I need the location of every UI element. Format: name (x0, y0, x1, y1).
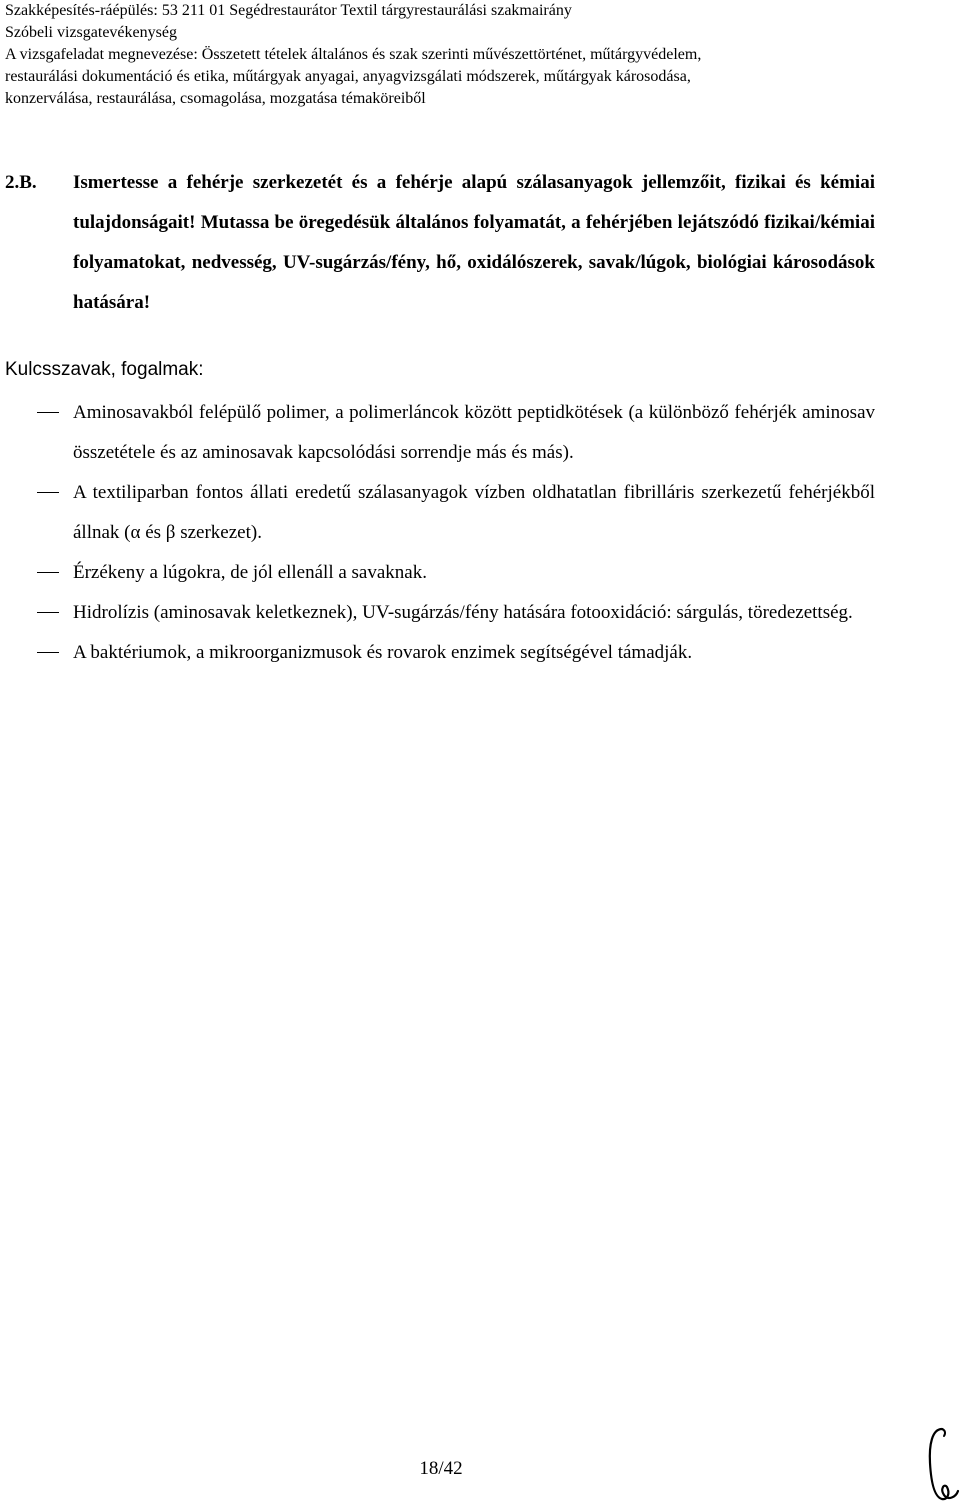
list-item-text: A textiliparban fontos állati eredetű szálasanyagok vízben oldhatatlan fibrilláris szerkezetű fehérjékből állnak (α és β szerkezet). (73, 482, 875, 543)
header-line: A vizsgafeladat megnevezése: Összetett tételek általános és szak szerinti művészettörténet, műtárgyvédelem, (5, 46, 702, 63)
list-item (0, 633, 875, 673)
list-item-text: Érzékeny a lúgokra, de jól ellenáll a savaknak. (73, 562, 427, 583)
header-line: restaurálási dokumentáció és etika, műtárgyak anyagai, anyagvizsgálati módszerek, műtárgyak károsodása, (5, 68, 691, 85)
dash-bullet-icon (37, 652, 59, 653)
task-text: Ismertesse a fehérje szerkezetét és a fehérje alapú szálasanyagok jellemzőit, fizikai és kémiai tulajdonságait! Mutassa be öregedésük általános folyamatát, a fehérjében lejátszódó fizikai/kémiai folyamatokat, nedvesség, UV-sugárzás/fény, hő, oxidálószerek, savak/lúgok, biológiai károsodások hatására! (73, 172, 875, 313)
dash-bullet-icon (37, 612, 59, 613)
page-number: 18/42 (419, 1458, 463, 1479)
dash-bullet-icon (37, 572, 59, 573)
header-line: Szóbeli vizsgatevékenység (5, 24, 177, 41)
dash-bullet-icon (37, 412, 59, 413)
header-line: konzerválása, restaurálása, csomagolása, mozgatása témaköreiből (5, 90, 426, 107)
task-number: 2.B. (5, 172, 37, 193)
list-item (0, 593, 875, 633)
header-line: Szakképesítés-ráépülés: 53 211 01 Segédrestaurátor Textil tárgyrestaurálási szakmairány (5, 2, 572, 19)
signature-mark (920, 1423, 960, 1503)
list-item (0, 473, 875, 553)
list-item-text: A baktériumok, a mikroorganizmusok és rovarok enzimek segítségével támadják. (73, 642, 693, 663)
list-item-text: Hidrolízis (aminosavak keletkeznek), UV-sugárzás/fény hatására fotooxidáció: sárgulás, töredezettség. (73, 602, 853, 623)
keywords-title: Kulcsszavak, fogalmak: (5, 359, 204, 380)
keywords-list (0, 393, 960, 673)
list-item-text: Aminosavakból felépülő polimer, a polimerláncok között peptidkötések (a különböző fehérjék aminosav összetétele és az aminosavak kapcsolódási sorrendje más és más). (73, 402, 875, 463)
document-header (5, 0, 955, 110)
list-item (0, 393, 875, 473)
list-item (0, 553, 875, 593)
dash-bullet-icon (37, 492, 59, 493)
